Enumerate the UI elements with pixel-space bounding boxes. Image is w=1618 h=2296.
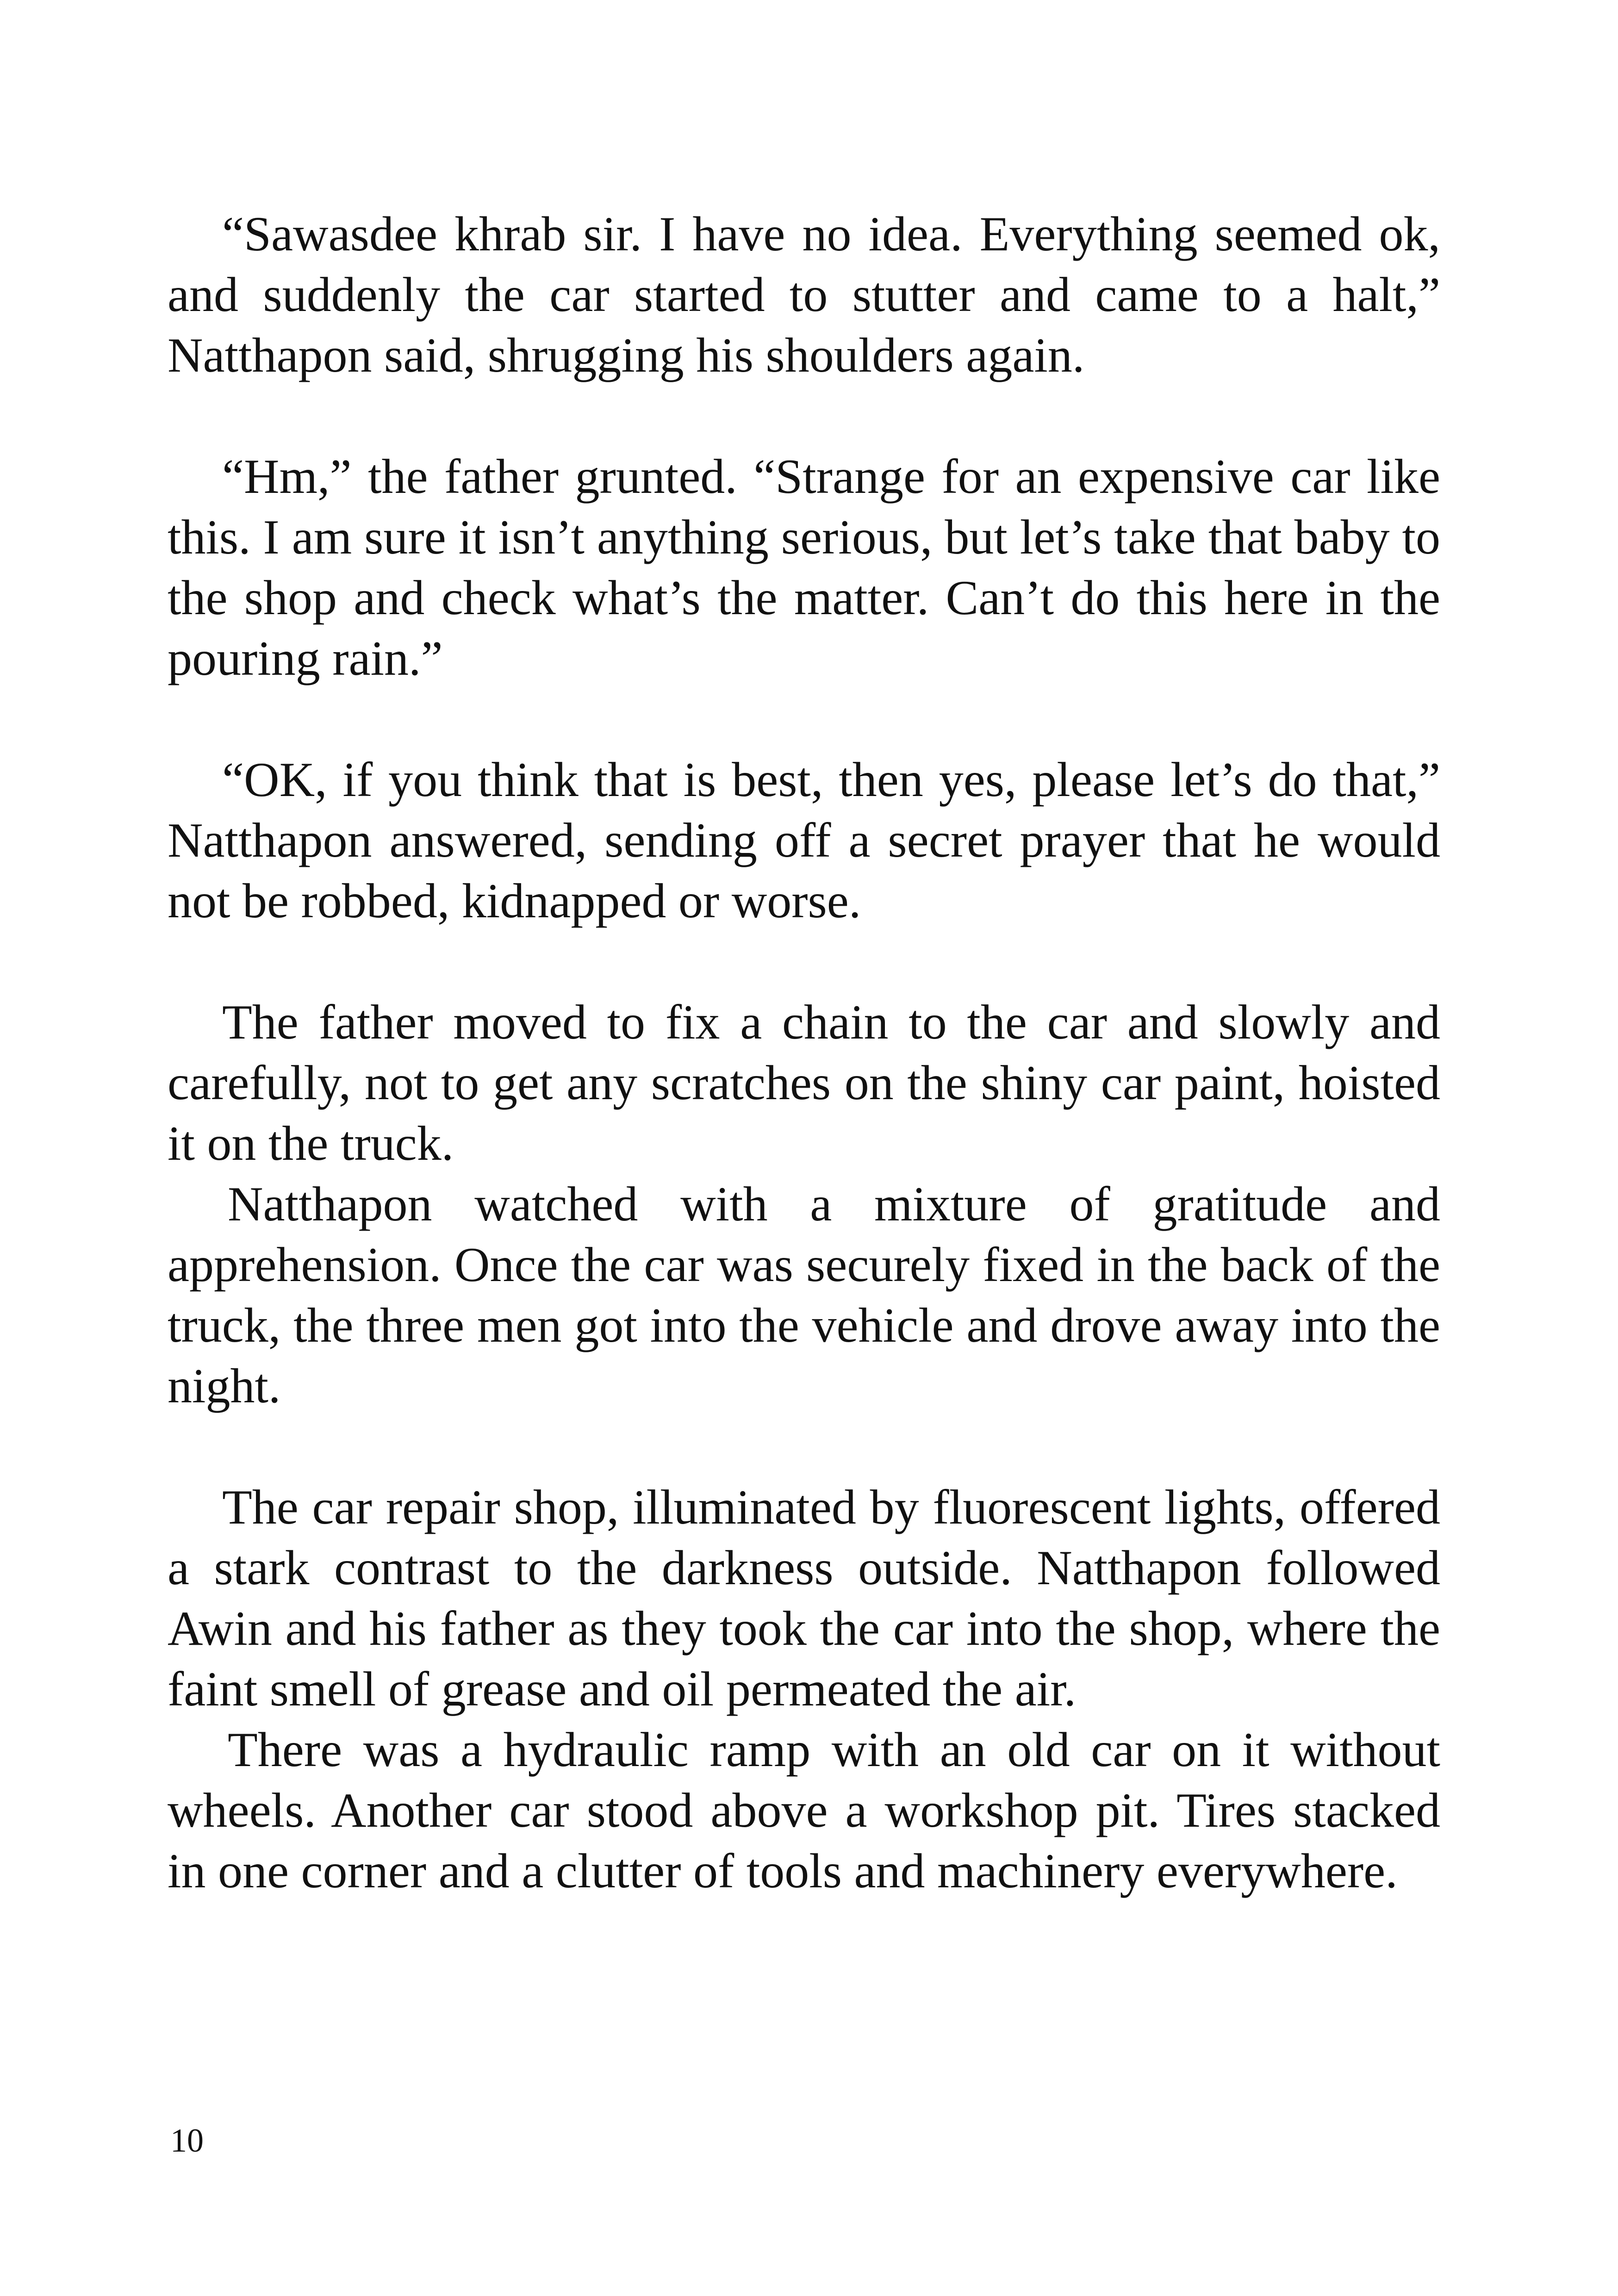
paragraph-hoisting-car: The father moved to fix a chain to the car and slowly and carefully, not to get any scratches on the shiny car paint, hoisted it on the truck. <box>168 995 1440 1170</box>
paragraph-repair-shop: The car repair shop, illuminated by fluorescent lights, offered a stark contrast to the darkness outside. Natthapon followed Awin and his father as they took the car into the shop, where the faint smell of grease and oil permeated the air. <box>168 1480 1440 1716</box>
page-number: 10 <box>170 2122 204 2159</box>
paragraph-father-grunt: “Hm,” the father grunted. “Strange for an expensive car like this. I am sure it isn’t anything serious, but let’s take that baby to the shop and check what’s the matter. Can’t do this here in the pouring rain.” <box>168 449 1440 685</box>
paragraph-natthapon-agrees: “OK, if you think that is best, then yes, please let’s do that,” Natthapon answered, sending off a secret prayer that he would not be robbed, kidnapped or worse. <box>168 753 1440 928</box>
paragraph-shop-interior: There was a hydraulic ramp with an old car on it without wheels. Another car stood above a workshop pit. Tires stacked in one corner and a clutter of tools and machinery everywhere. <box>168 1723 1440 1898</box>
body-text <box>168 204 1440 1901</box>
paragraph-greeting-reply: “Sawasdee khrab sir. I have no idea. Everything seemed ok, and suddenly the car started to stutter and came to a halt,” Natthapon said, shrugging his shoulders again. <box>168 207 1440 382</box>
paragraph-drive-away: Natthapon watched with a mixture of gratitude and apprehension. Once the car was securely fixed in the back of the truck, the three men got into the vehicle and drove away into the night. <box>168 1177 1440 1413</box>
